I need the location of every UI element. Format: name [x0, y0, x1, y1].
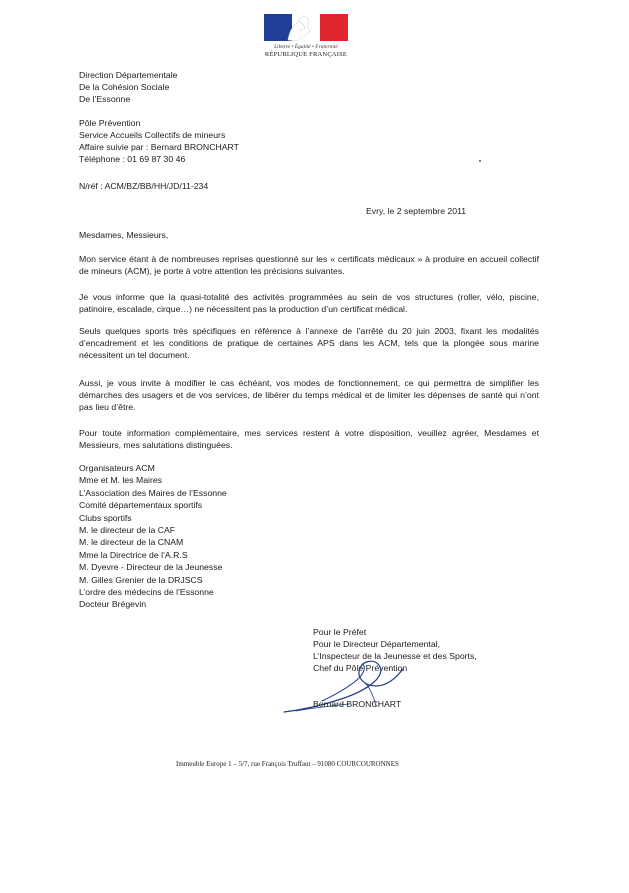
scan-speck: [479, 160, 481, 162]
service-line: Téléphone : 01 69 87 30 46: [79, 154, 186, 164]
signature-line: Chef du Pôle Prévention: [313, 663, 408, 673]
sender-block: [79, 69, 178, 105]
body-paragraph: Aussi, je vous invite à modifier le cas échéant, vos modes de fonctionnement, ce qui permettra de simplifier les démarches des usagers et de vos services, de libérer du temps médical et de limiter les dépenses de santé qui n’ont pas lieu d’être.: [79, 378, 539, 412]
body-paragraph: Mon service étant à de nombreuses reprises questionné sur les « certificats médicaux » à produire en accueil collectif de mineurs (ACM), je porte à votre attention les précisions suivantes.: [79, 254, 539, 276]
service-line: Affaire suivie par : Bernard BRONCHART: [79, 142, 239, 152]
republic-motto: Liberté • Égalité • Fraternité: [274, 44, 338, 50]
recipient-item: M. Dyevre - Directeur de la Jeunesse: [79, 562, 223, 573]
recipient-item: L’ordre des médecins de l’Essonne: [79, 587, 214, 598]
recipient-item: M. Gilles Grenier de la DRJSCS: [79, 574, 203, 585]
signature-line: Pour le Directeur Départemental,: [313, 639, 440, 649]
footer-address: Immeuble Europe 1 – 5/7, rue François Truffaut – 91080 COURCOURONNES: [176, 760, 399, 768]
recipient-item: Comité départementaux sportifs: [79, 500, 203, 511]
recipient-item: Organisateurs ACM: [79, 463, 155, 473]
recipient-item: Mme la Directrice de l’A.R.S: [79, 549, 188, 560]
signature-block: [313, 626, 477, 674]
service-line: Service Accueils Collectifs de mineurs: [79, 130, 226, 140]
signature-line: L’Inspecteur de la Jeunesse et des Sports,: [313, 651, 477, 661]
republic-label: RÉPUBLIQUE FRANÇAISE: [264, 51, 348, 58]
signatory-name: Bernard BRONCHART: [313, 699, 402, 709]
service-line: Pôle Prévention: [79, 118, 141, 128]
recipient-item: L’Association des Maires de l’Essonne: [79, 487, 227, 498]
body-paragraph: Seuls quelques sports très spécifiques en référence à l’annexe de l’arrêté du 20 juin 2003, fixant les modalités d’encadrement et les conditions de pratique de certaines APS dans les ACM, tels que la plongée sous marine nécessitent un tel document.: [79, 326, 539, 360]
recipient-list: [79, 462, 227, 611]
signature-line: Pour le Préfet: [313, 627, 367, 637]
sender-line: De l’Essonne: [79, 94, 131, 104]
service-block: [79, 117, 239, 165]
recipient-item: M. le directeur de la CNAM: [79, 537, 184, 548]
recipient-item: Mme et M. les Maires: [79, 475, 163, 486]
salutation: [79, 229, 168, 241]
salutation-text: Mesdames, Messieurs,: [79, 230, 169, 240]
sender-line: Direction Départementale: [79, 70, 178, 80]
date-line: [366, 205, 466, 217]
marianne-logo: [262, 14, 350, 59]
recipient-item: M. le directeur de la CAF: [79, 525, 176, 536]
sender-line: De la Cohésion Sociale: [79, 82, 170, 92]
body-paragraph: Pour toute information complémentaire, mes services restent à votre disposition, veuillez agréer, Mesdames et Messieurs, mes salutations distinguées.: [79, 428, 539, 450]
reference-line: [79, 180, 208, 192]
recipient-item: Docteur Brégevin: [79, 599, 147, 610]
marianne-flag-icon: [264, 14, 348, 41]
reference-text: N/réf : ACM/BZ/BB/HH/JD/11-234: [79, 181, 209, 191]
body-paragraph: Je vous informe que la quasi-totalité des activités programmées au sein de vos structures (roller, vélo, piscine, patinoire, escalade, cirque…) ne nécessitent pas la production d’un certificat médical.: [79, 292, 539, 314]
recipient-item: Clubs sportifs: [79, 512, 132, 523]
date-text: Evry, le 2 septembre 2011: [366, 206, 467, 216]
